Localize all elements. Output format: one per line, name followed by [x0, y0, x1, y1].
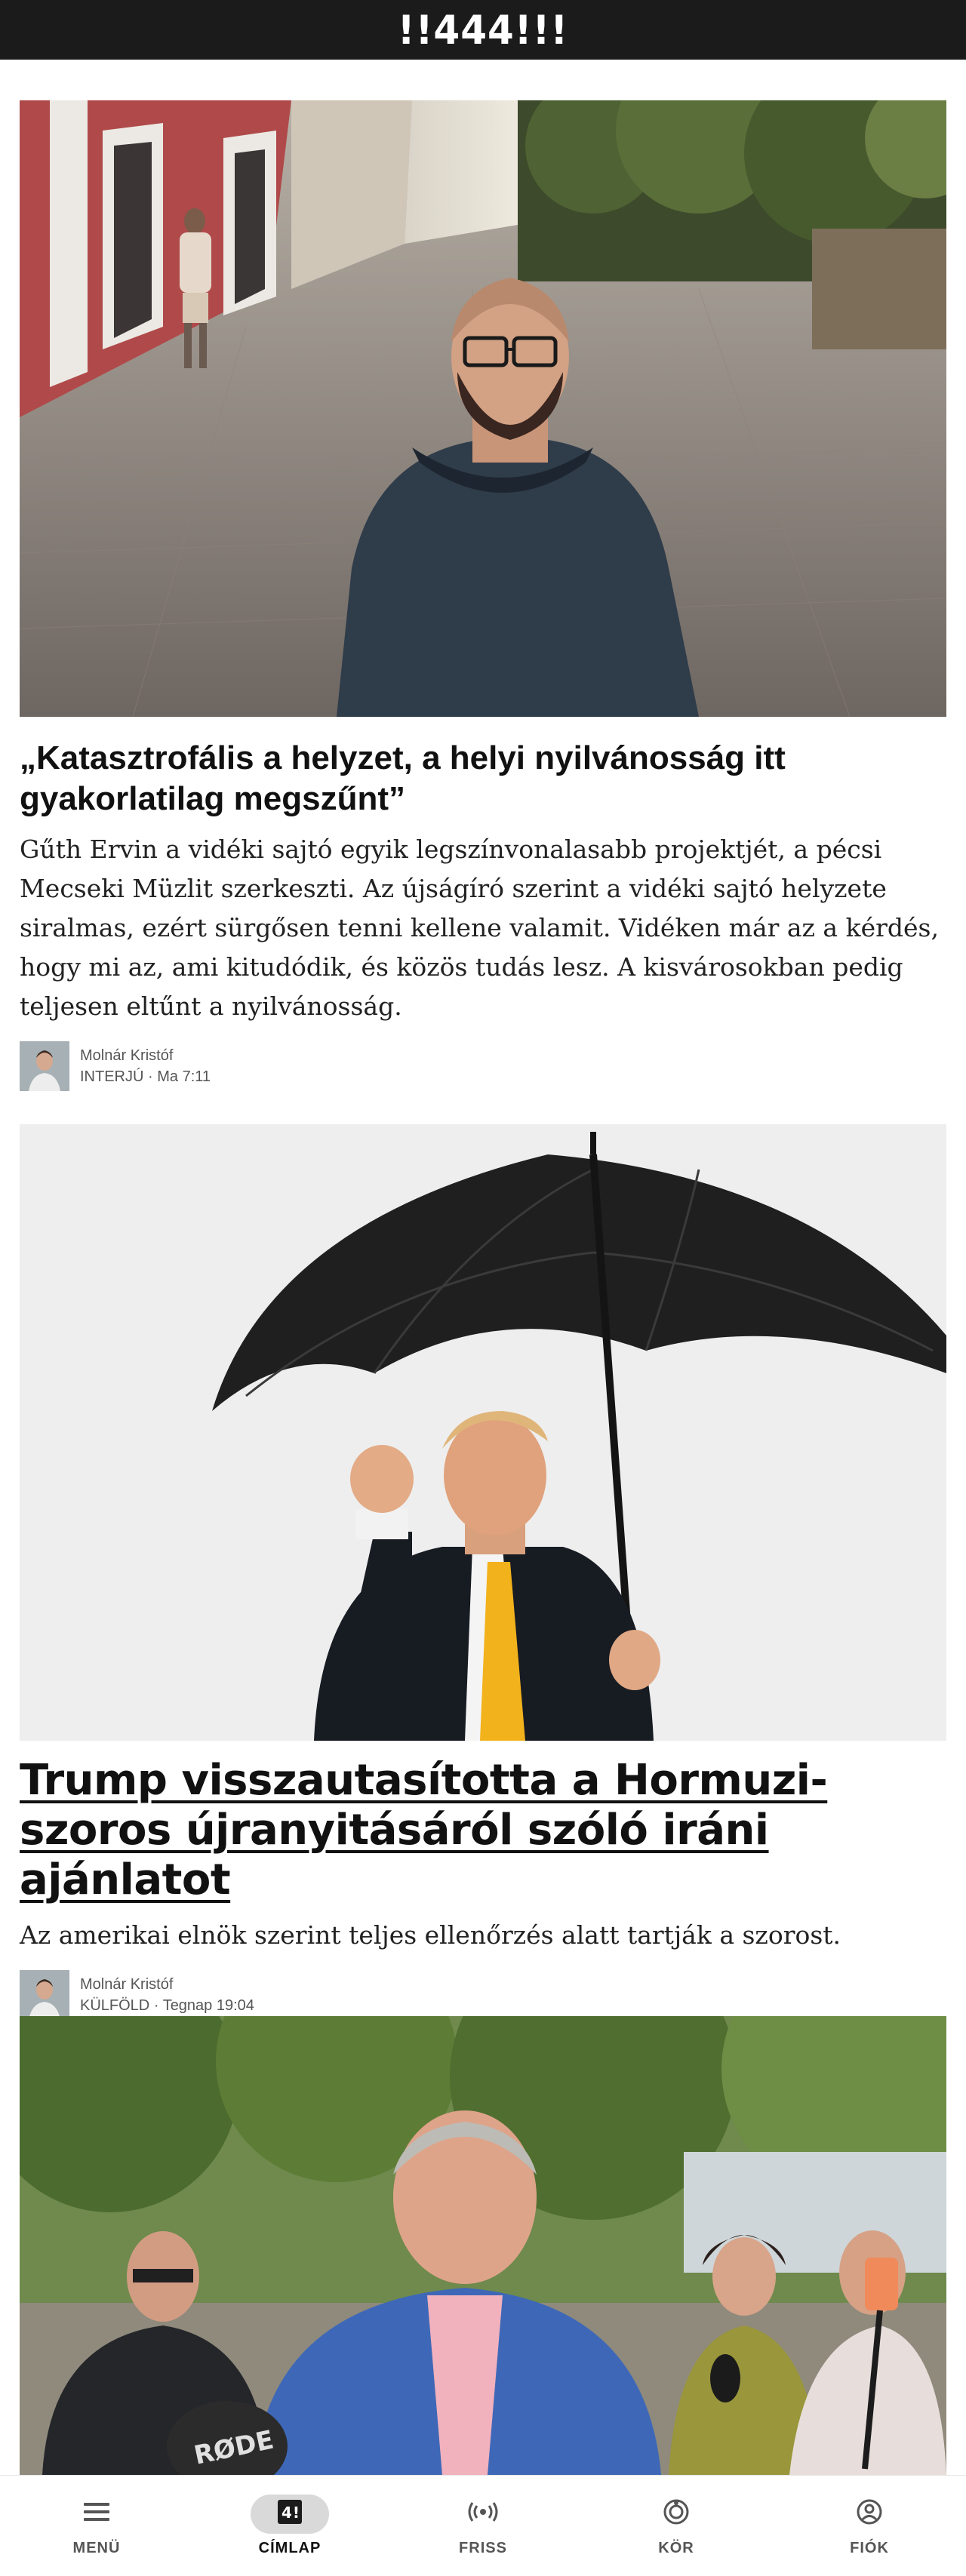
article-lead: Az amerikai elnök szerint teljes ellenőrzés alatt tartják a szorost.	[20, 1920, 841, 1950]
account-icon	[856, 2498, 883, 2530]
nav-item-home[interactable]	[193, 2476, 386, 2576]
article-card[interactable]	[20, 2016, 946, 2475]
nav-label: KÖR	[658, 2540, 694, 2556]
home-logo-icon	[278, 2500, 302, 2528]
meta-separator: ·	[153, 1997, 159, 2014]
article-category[interactable]: KÜLFÖLD	[80, 1997, 150, 2014]
site-logo[interactable]: !!444!!!	[397, 7, 569, 53]
svg-text:RØDE: RØDE	[191, 2424, 277, 2471]
byline	[20, 1041, 946, 1091]
article-title[interactable]: „Katasztrofális a helyzet, a helyi nyilvánosság itt gyakorlatilag megszűnt”	[20, 739, 786, 817]
top-bar	[0, 0, 966, 60]
press-crowd-photo	[20, 2016, 946, 2475]
nav-label: FRISS	[459, 2540, 507, 2556]
article-card[interactable]	[20, 100, 946, 1091]
nav-label: MENÜ	[72, 2540, 121, 2556]
article-category[interactable]: INTERJÚ	[80, 1068, 144, 1085]
broadcast-icon	[468, 2501, 498, 2527]
article-card[interactable]	[20, 1124, 946, 2020]
nav-item-fiok[interactable]	[773, 2476, 966, 2576]
circle-icon	[663, 2498, 690, 2530]
author-name[interactable]: Molnár Kristóf	[80, 1047, 174, 1064]
nav-item-friss[interactable]	[386, 2476, 580, 2576]
umbrella-photo	[20, 1124, 946, 1741]
bottom-nav	[0, 2475, 966, 2576]
menu-icon	[84, 2502, 109, 2526]
nav-label: FIÓK	[850, 2540, 889, 2556]
article-time: Tegnap 19:04	[162, 1997, 254, 2014]
article-lead: Gűth Ervin a vidéki sajtó egyik legszínvonalasabb projektjét, a pécsi Mecseki Müzlit szerkeszti. Az újságíró szerint a vidéki sajtó helyzete siralmas, ezért sürgősen tenni kellene valamit. Vidéken már az a kérdés, hogy mi az, ami kitudódik, és közös tudás lesz. A kisvárosokban pedig teljesen eltűnt a nyilvánosság.	[20, 835, 939, 1021]
byline	[20, 1970, 946, 2020]
author-name[interactable]: Molnár Kristóf	[80, 1976, 174, 1993]
street-portrait-photo	[20, 100, 946, 717]
article-time: Ma 7:11	[157, 1068, 211, 1085]
meta-separator: ·	[148, 1068, 153, 1085]
article-photo[interactable]	[20, 1124, 946, 1741]
article-photo[interactable]	[20, 100, 946, 717]
article-photo[interactable]	[20, 2016, 946, 2475]
nav-item-kor[interactable]	[580, 2476, 773, 2576]
author-avatar[interactable]	[20, 1041, 69, 1091]
article-title[interactable]: Trump visszautasította a Hormuzi-szoros újranyitásáról szóló iráni ajánlatot	[20, 1756, 828, 1904]
svg-text:4!: 4!	[281, 2504, 301, 2522]
nav-item-menu[interactable]	[0, 2476, 193, 2576]
nav-label: CÍMLAP	[258, 2540, 321, 2556]
author-avatar[interactable]	[20, 1970, 69, 2020]
